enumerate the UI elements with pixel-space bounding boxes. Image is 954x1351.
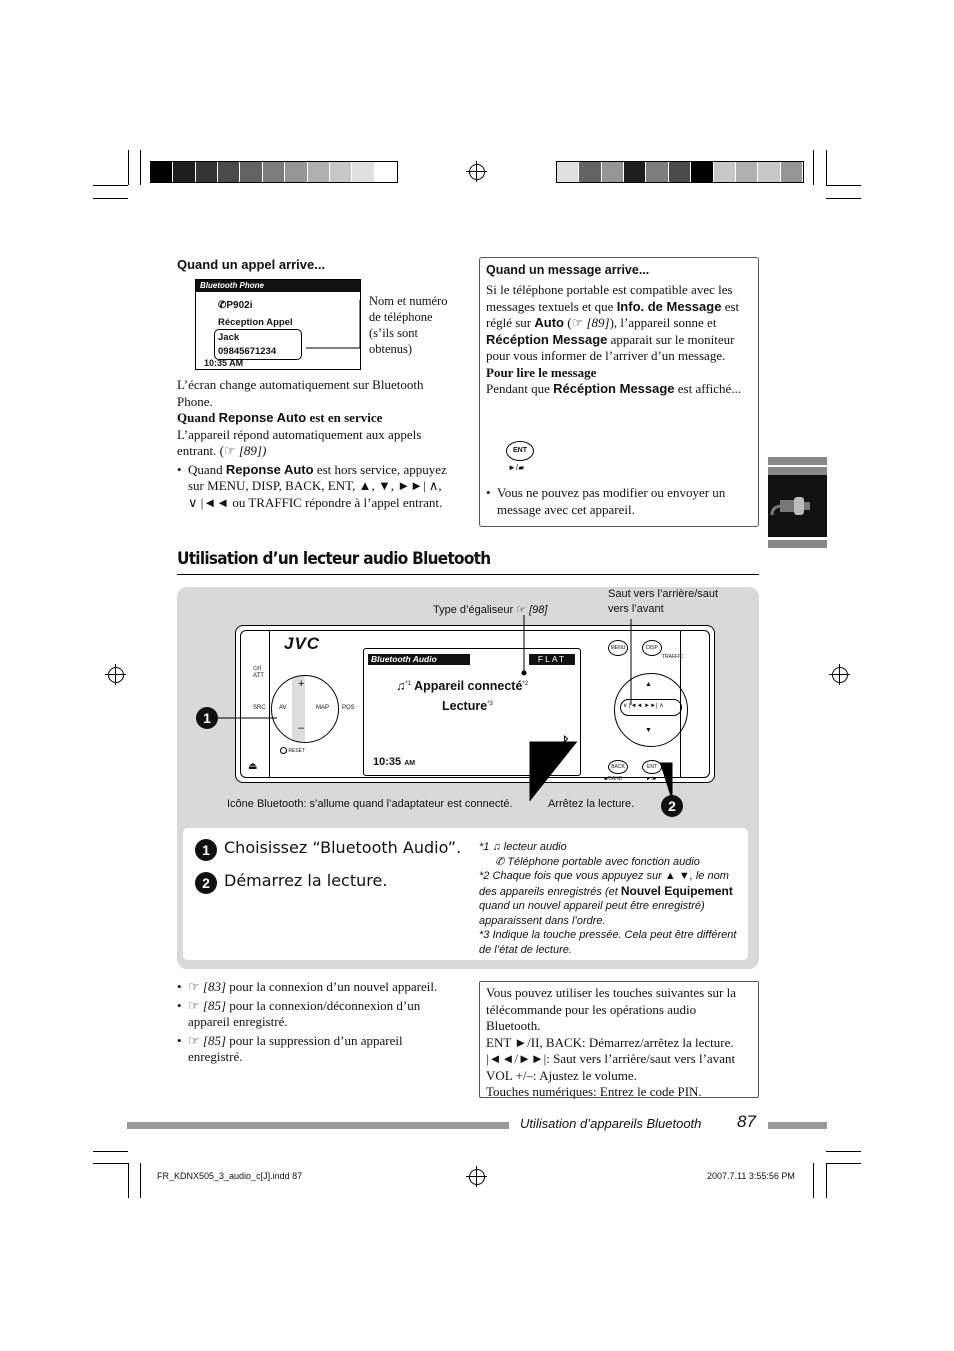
side-tab — [768, 457, 827, 548]
footer-section: Utilisation d’appareils Bluetooth — [520, 1116, 702, 1131]
ref-bullet-1: • ☞ [83] pour la connexion d’un nouvel appareil. — [177, 979, 457, 996]
color-swatch — [285, 162, 307, 182]
remote-line-vol: VOL +/–: Ajustez le volume. — [486, 1067, 637, 1083]
color-swatch — [263, 162, 285, 182]
color-swatch — [624, 162, 646, 182]
playback-status: Lecture$^{*3}$ — [442, 699, 493, 713]
left-heading: Quand un appel arrive... — [177, 257, 326, 272]
left-subheading: Quand Reponse Auto est en service — [177, 410, 383, 425]
color-swatch — [736, 162, 758, 182]
skip-controls-icon[interactable]: ∨ |◄◄ ►►| ∧ — [623, 703, 664, 709]
footer-bar-right — [768, 1122, 827, 1129]
screen-title: Bluetooth Audio — [368, 654, 470, 665]
figure-callouts — [177, 587, 759, 827]
color-swatch — [173, 162, 195, 182]
left-paragraph-2: L’appareil répond automatiquement aux appels entrant. (☞ [89]) — [177, 426, 422, 458]
remote-line-ent: ENT ►/II, BACK: Démarrez/arrêtez la lecture. — [486, 1034, 734, 1050]
page-number: 87 — [737, 1112, 756, 1131]
color-swatch — [352, 162, 374, 182]
reset-button[interactable]: RESET — [280, 747, 305, 754]
note-2: *2 Chaque fois que vous appuyez sur ▲ ▼, le nom des appareils enregistrés (et Nouvel Equipement quand un nouvel appareil peut être enregistré) apparaissent dans l’ordre. — [479, 870, 733, 927]
callout-number-1: 1 — [196, 707, 218, 729]
message-bullet: • Vous ne pouvez pas modifier ou envoyer un message avec cet appareil. — [486, 485, 756, 518]
ent-button[interactable]: ENT — [506, 441, 534, 461]
att-button[interactable]: ⏻/I ATT — [253, 666, 264, 679]
disp-button[interactable]: DISP — [642, 640, 662, 656]
stop-label: Arrêtez la lecture. — [548, 798, 635, 810]
color-swatch — [557, 162, 579, 182]
av-button[interactable]: AV — [279, 705, 287, 711]
remote-line-skip: |◄◄/►►|: Saut vers l’arrière/saut vers l’avant — [486, 1051, 736, 1066]
registration-mark-icon — [108, 667, 124, 683]
phone-screen-title: Bluetooth Phone — [196, 280, 360, 292]
step-1-number: 1 — [195, 839, 217, 861]
map-button[interactable]: MAP — [316, 705, 330, 711]
callout-number-2: 2 — [661, 795, 683, 817]
step-2-text: Démarrez la lecture. — [224, 871, 388, 890]
eq-label: Type d’égaliseur ☞ [98] — [433, 604, 548, 616]
volume-down-icon[interactable]: – — [298, 722, 305, 734]
ref-bullet-2: • ☞ [85] pour la connexion/déconnexion d’un appareil enregistré. — [177, 998, 457, 1031]
up-arrow-icon[interactable]: ▲ — [645, 681, 652, 688]
down-arrow-icon[interactable]: ▼ — [645, 727, 652, 734]
back-button[interactable]: BACK — [608, 760, 628, 774]
note-1b: ✆ Téléphone portable avec fonction audio — [495, 855, 700, 868]
eject-icon[interactable]: ⏏ — [248, 761, 258, 772]
color-bar-left — [150, 161, 398, 183]
main-title: Utilisation d’un lecteur audio Bluetooth — [177, 549, 491, 569]
callout-line — [300, 300, 370, 360]
remote-intro: Vous pouvez utiliser les touches suivantes sur la télécommande pour les opérations audio Bluetooth. — [486, 985, 736, 1033]
remote-line-pin: Touches numériques: Entrez le code PIN. — [486, 1084, 702, 1099]
phone-device-name: ✆P902i — [218, 300, 253, 311]
color-swatch — [669, 162, 691, 182]
menu-button[interactable]: MENU — [608, 640, 628, 656]
color-swatch — [646, 162, 668, 182]
step-2-number: 2 — [195, 872, 217, 894]
note-3: *3 Indique la touche pressée. Cela peut être différent de l’état de lecture. — [479, 929, 737, 956]
color-swatch — [758, 162, 780, 182]
back-sublabel: ■/BAND — [604, 776, 623, 782]
bt-icon-label: Icône Bluetooth: s’allume quand l’adaptateur est connecté. — [227, 798, 513, 810]
color-swatch — [308, 162, 330, 182]
callout-text: Nom et numéro de téléphone (s’ils sont obtenus) — [369, 294, 448, 356]
message-box — [479, 257, 759, 527]
message-subheading: Pour lire le message — [486, 364, 597, 380]
file-info: FR_KDNX505_3_audio_c[J].indd 87 — [157, 1171, 303, 1181]
message-paragraph-2: Pendant que Récéption Message est affiché... — [486, 381, 742, 396]
left-bullet: • Quand Reponse Auto est hors service, appuyez sur MENU, DISP, BACK, ENT, ▲, ▼, ►►| ∧, ∨ |◄◄ ou TRAFFIC répondre à l’appel entrant. — [177, 462, 452, 512]
phone-audio-icon: ✆ — [495, 855, 508, 868]
brand-logo: JVC — [284, 634, 321, 653]
caller-number: 09845671234 — [218, 346, 277, 357]
skip-label: Saut vers l’arrière/saut vers l’avant — [608, 588, 719, 615]
color-swatch — [330, 162, 352, 182]
pos-button[interactable]: POS — [342, 705, 355, 711]
connected-device: ♫$^{*1}$ Appareil connecté$^{*2}$ — [396, 679, 529, 693]
color-swatch — [579, 162, 601, 182]
phone-icon: ✆ — [218, 300, 227, 311]
ent-button-unit[interactable]: ENT — [642, 760, 662, 774]
color-swatch — [781, 162, 803, 182]
step-1-text: Choisissez “Bluetooth Audio”. — [224, 838, 462, 857]
color-swatch — [196, 162, 218, 182]
print-date: 2007.7.11 3:55:56 PM — [707, 1171, 795, 1181]
audio-player-icon: ♫ — [396, 679, 406, 693]
registration-mark-icon — [469, 164, 485, 180]
src-button[interactable]: SRC — [253, 705, 266, 711]
screen-clock: 10:35 AM — [373, 756, 416, 768]
note-1: *1 ♫ lecteur audio — [479, 841, 567, 853]
color-swatch — [151, 162, 173, 182]
eq-value: FLAT — [529, 654, 575, 665]
phone-status: Réception Appel — [218, 317, 293, 328]
color-bar-right — [556, 161, 804, 183]
left-paragraph-1: L’écran change automatiquement sur Bluetooth Phone. — [177, 377, 424, 409]
phone-time: 10:35 AM — [204, 358, 244, 368]
caller-name: Jack — [218, 332, 240, 343]
caller-highlight — [214, 329, 302, 360]
ent-button-sublabel: ►/▰ — [508, 463, 525, 472]
volume-up-icon[interactable]: + — [298, 678, 305, 690]
footer-bar-left — [127, 1122, 509, 1129]
color-swatch — [714, 162, 736, 182]
bluetooth-adapter-icon — [768, 475, 827, 537]
color-swatch — [240, 162, 262, 182]
remote-box — [479, 981, 759, 1098]
message-heading: Quand un message arrive... — [486, 263, 650, 277]
registration-mark-icon — [832, 667, 848, 683]
color-swatch — [691, 162, 713, 182]
ref-bullet-3: • ☞ [85] pour la suppression d’un appareil enregistré. — [177, 1033, 457, 1066]
color-swatch — [375, 162, 397, 182]
registration-mark-icon — [469, 1169, 485, 1185]
color-swatch — [602, 162, 624, 182]
color-swatch — [218, 162, 240, 182]
ent-sublabel: ►/▰ — [646, 776, 657, 782]
traffic-label[interactable]: TRAFFIC — [662, 654, 684, 660]
power-icon: ⏻/I — [253, 666, 262, 672]
message-paragraph-1: Si le téléphone portable est compatible avec les messages textuels et que Info. de Message est réglé sur Auto (☞ [89]), l’appareil sonne et Récéption Message apparait sur le moniteur pour vous informer de l’arriver d’un message. — [486, 282, 740, 363]
